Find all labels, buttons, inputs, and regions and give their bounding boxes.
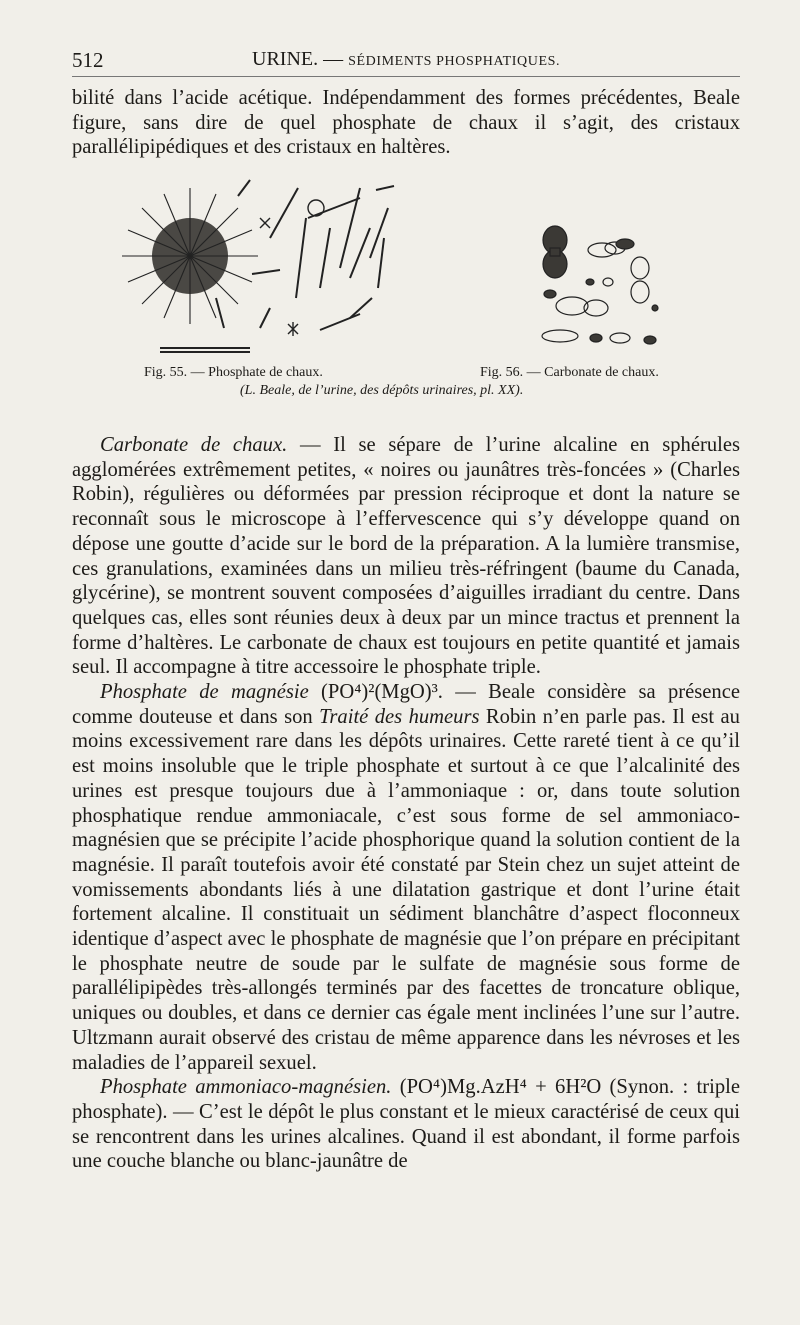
ammoniaco-heading: Phosphate ammoniaco-magnésien.	[100, 1076, 392, 1099]
page-header	[72, 44, 740, 78]
main-text	[72, 433, 740, 1174]
running-title-main: URINE. —	[252, 48, 349, 70]
fig56-dumbbell-crystals	[542, 226, 658, 344]
magnesie-text-before: — Beale considère sa présence comme douteuse et dans son	[72, 681, 740, 728]
running-title	[252, 48, 560, 71]
fig56-caption: Fig. 56. — Carbonate de chaux.	[480, 365, 659, 380]
magnesie-book-title: Traité des humeurs	[319, 705, 480, 728]
fig55-star-crystals	[260, 200, 324, 336]
figures-illustration	[120, 178, 700, 368]
fig55-caption: Fig. 55. — Phosphate de chaux.	[144, 365, 323, 380]
carbonate-text: — Il se sépare de l’urine alcaline en sphérules agglomérées extrêmement petites, « noires ou jaunâtres très-foncées » (Charles Robin), régulières ou déformées par pression réciproque et dont la nature se reconnaît sous le microscope à l’effervescence qui s’y développe quand on dépose une goutte d’acide sur le bord de la préparation. A la lumière transmise, ces granulations, examinées dans un milieu très-réfringent (baume du Canada, glycérine), se montrent souvent composées d’aiguilles irradiant du centre. Dans quelques cas, elles sont réunies deux à deux par un mince tractus et prennent la forme d’haltères. Le carbonate de chaux est toujours en petite quantité et jamais seul. Il accompagne à titre accessoire le phosphate triple.	[72, 434, 740, 679]
carbonate-heading: Carbonate de chaux.	[100, 434, 288, 456]
magnesie-paragraph	[72, 680, 740, 1075]
carbonate-paragraph	[72, 433, 740, 680]
intro-paragraph: bilité dans l’acide acétique. Indépendamment des formes précédentes, Beale figure, sans dire de quel phosphate de chaux il s’agit, des cristaux parallélipipédiques et des cristaux en haltères.	[72, 87, 740, 159]
fig55-radiating-crystal	[122, 188, 258, 324]
magnesie-formula: (PO⁴)²(MgO)³.	[308, 681, 443, 704]
figure-source-caption: (L. Beale, de l’urine, des dépôts urinaires, pl. XX).	[240, 383, 524, 398]
magnesie-heading: Phosphate de magnésie	[100, 681, 309, 704]
magnesie-text-after: Robin n’en parle pas. Il est au moins excessivement rare dans les dépôts urinaires. Cette rareté tient à ce qu’il est moins insoluble que le triple phosphate et surtout à ce que l’alcalinité des urines est presque toujours due à l’ammoniaque : or, dans toute solution phosphatique rendue ammoniacale, c’est sous forme de sel ammoniaco-magnésien que se précipite l’acide phosphorique quand la solution contient de la magnésie. Il paraît toutefois avoir été constaté par Stein chez un sujet atteint de vomissements abondants liés à une dilatation gastrique et dont l’urine était fortement alcaline. Il constituait un sédiment blanchâtre d’aspect floconneux identique d’aspect avec le phosphate de magnésie que l’on prépare en précipitant le phosphate neutre de soude par le sulfate de magnésie sous forme de parallélipipèdes très-allongés terminés par des facettes de troncature oblique, uniques ou doubles, et dans ce dernier cas égale ment inclinées l’une sur l’autre. Ultzmann aurait observé des cristau de même apparence dans les névroses et les maladies de l’appareil sexuel.	[72, 705, 740, 1074]
running-title-section: SÉDIMENTS PHOSPHATIQUES.	[348, 54, 561, 69]
ammoniaco-text: (PO⁴)Mg.AzH⁴ + 6H²O (Synon. : triple phosphate). — C’est le dépôt le plus constant et le mieux caractérisé de ceux qui se rencontrent dans les urines alcalines. Quand il est abondant, il forme parfois une couche blanche ou blanc-jaunâtre de	[72, 1076, 741, 1173]
header-rule	[72, 76, 740, 77]
ammoniaco-paragraph	[72, 1075, 740, 1174]
page-number: 512	[72, 48, 104, 72]
